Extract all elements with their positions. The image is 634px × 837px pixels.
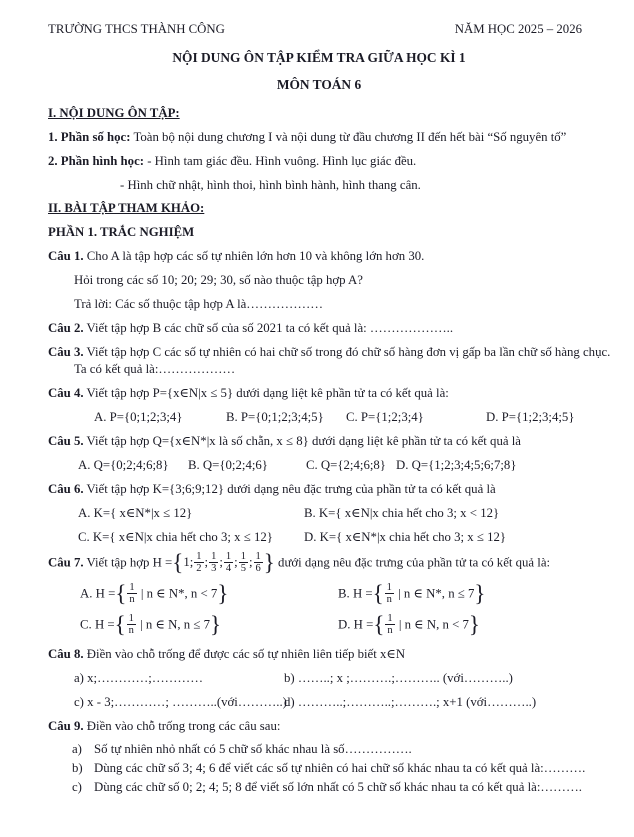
right-brace: }: [468, 611, 480, 637]
question-4: [48, 384, 590, 403]
fraction: $\frac{1}{n}$: [387, 613, 393, 636]
option-c: [80, 611, 338, 637]
blank-item-b: b) ……..; x ;……….;……….. (với………..): [284, 671, 513, 685]
review-item-1: [48, 128, 590, 147]
question-1-answer-line: Trả lời: Các số thuộc tập hợp A là………………: [74, 297, 324, 311]
question-8-label: Câu 8.: [48, 647, 84, 661]
option-c: C. K={ x∈N|x chia hết cho 3; x ≤ 12}: [78, 530, 273, 544]
question-8-text: Điền vào chỗ trống để được các số tự nhiên liên tiếp biết x∈N: [86, 647, 406, 661]
school-name: TRƯỜNG THCS THÀNH CÔNG: [48, 22, 225, 36]
review-item-2: [48, 152, 590, 171]
option-letter: D.: [338, 617, 351, 632]
question-1: [48, 247, 590, 266]
question-8-row1: [48, 669, 590, 688]
left-brace: {: [115, 580, 127, 606]
question-6-options-row1: [48, 504, 590, 523]
question-6-text: Viết tập hợp K={3;6;9;12} dưới dạng nêu đặc trưng của phần tử ta có kết quả là: [86, 482, 496, 496]
option-a: A. Q={0;2;4;6;8}: [78, 458, 169, 472]
question-2-label: Câu 2.: [48, 321, 84, 335]
option-b: B. Q={0;2;4;6}: [188, 458, 268, 472]
left-brace: {: [372, 580, 384, 606]
question-4-text: Viết tập hợp P={x∈N|x ≤ 5} dưới dạng liệt kê phần tử ta có kết quả là:: [86, 386, 449, 400]
option-condition: | n ∈ N*, n ≤ 7: [398, 586, 475, 601]
blank-item-c: c) x - 3;…………; ………..(với………..): [74, 695, 287, 709]
list-marker: a): [72, 742, 82, 756]
list-item-text: Số tự nhiên nhỏ nhất có 5 chữ số khác nhau là số…………….: [94, 742, 412, 756]
question-6-options-row2: [48, 528, 590, 547]
part1-heading: PHẦN 1. TRẮC NGHIỆM: [48, 225, 195, 239]
fraction: $\frac{1}{n}$: [129, 582, 135, 605]
option-c: C. P={1;2;3;4}: [346, 410, 424, 424]
option-b: B. P={0;1;2;3;4;5}: [226, 410, 324, 424]
question-5: [48, 432, 590, 451]
review-item-2-text: - Hình tam giác đều. Hình vuông. Hình lục giác đều.: [147, 154, 417, 168]
question-2-text: Viết tập hợp B các chữ số của số 2021 ta có kết quả là: ………………..: [86, 321, 454, 335]
left-brace: {: [172, 549, 184, 575]
question-7-text-pre: Viết tập hợp: [86, 555, 150, 570]
list-item-text: Dùng các chữ số 0; 2; 4; 5; 8 để viết số lớn nhất có 5 chữ số khác nhau ta có kết quả là:……….: [94, 780, 582, 794]
option-a: A. K={ x∈N*|x ≤ 12}: [78, 506, 193, 520]
option-d: D. P={1;2;3;4;5}: [486, 410, 575, 424]
question-7-set-lead: H =: [152, 555, 173, 570]
option-lead: H =: [352, 586, 373, 601]
section1-heading: [48, 104, 590, 123]
question-7-text-post: dưới dạng nêu đặc trưng của phần tử ta có kết quả là:: [278, 555, 551, 570]
fraction: $\frac{1}{n}$: [386, 582, 392, 605]
question-9-label: Câu 9.: [48, 719, 84, 733]
list-item-text: Dùng các chữ số 3; 4; 6 để viết các số tự nhiên có hai chữ số khác nhau ta có kết quả là:……….: [94, 761, 586, 775]
question-7-label: Câu 7.: [48, 555, 84, 570]
question-7-options-row2: [48, 611, 590, 637]
blank-item-a: a) x;…………;…………: [74, 671, 204, 685]
section2-heading-text: II. BÀI TẬP THAM KHẢO:: [48, 201, 205, 215]
question-8-row2: [48, 693, 590, 712]
school-year: NĂM HỌC 2025 – 2026: [454, 22, 582, 36]
option-b: B. K={ x∈N|x chia hết cho 3; x < 12}: [304, 506, 500, 520]
question-5-text: Viết tập hợp Q={x∈N*|x là số chẵn, x ≤ 8} dưới dạng liệt kê phần tử ta có kết quả là: [86, 434, 521, 448]
document-title: NỘI DUNG ÔN TẬP KIỂM TRA GIỮA HỌC KÌ 1: [172, 50, 466, 65]
blank-item-d: d) ………..;………..;……….; x+1 (với………..): [284, 695, 537, 709]
list-item: [48, 759, 590, 778]
option-letter: B.: [338, 586, 350, 601]
option-lead: H =: [94, 617, 115, 632]
list-marker: b): [72, 761, 83, 775]
right-brace: }: [217, 580, 229, 606]
list-marker: c): [72, 780, 82, 794]
question-1-label: Câu 1.: [48, 249, 84, 263]
option-condition: | n ∈ N, n ≤ 7: [140, 617, 211, 632]
question-9-text: Điền vào chỗ trống trong các câu sau:: [86, 719, 281, 733]
left-brace: {: [114, 611, 126, 637]
review-item-2-cont: - Hình chữ nhật, hình thoi, hình bình hành, hình thang cân.: [120, 178, 421, 192]
option-a: A. P={0;1;2;3;4}: [94, 410, 183, 424]
question-3-label: Câu 3.: [48, 345, 84, 359]
review-item-2-label: 2. Phần hình học:: [48, 154, 145, 168]
option-lead: H =: [95, 586, 116, 601]
question-2: [48, 319, 590, 338]
question-7-options-row1: [48, 580, 590, 606]
fraction: $\frac{1}{n}$: [128, 613, 134, 636]
option-a: [80, 580, 338, 606]
option-lead: H =: [353, 617, 374, 632]
question-7: [48, 549, 590, 575]
section1-heading-text: I. NỘI DUNG ÔN TẬP:: [48, 106, 180, 120]
question-1-line2: Hỏi trong các số 10; 20; 29; 30, số nào thuộc tập hợp A?: [74, 273, 363, 287]
review-item-1-text: Toàn bộ nội dung chương I và nội dung từ đầu chương II đến hết bài “Số nguyên tố”: [133, 130, 567, 144]
question-3-answer-line: Ta có kết quả là:………………: [74, 362, 236, 376]
option-d: [338, 611, 590, 637]
option-letter: A.: [80, 586, 93, 601]
option-d: D. K={ x∈N*|x chia hết cho 3; x ≤ 12}: [304, 530, 507, 544]
option-condition: | n ∈ N*, n < 7: [140, 586, 218, 601]
option-condition: | n ∈ N, n < 7: [398, 617, 469, 632]
document-subject: MÔN TOÁN 6: [276, 77, 362, 92]
option-c: C. Q={2;4;6;8}: [306, 458, 386, 472]
list-item: [48, 778, 590, 797]
document-header: [48, 20, 590, 39]
question-4-options: [48, 408, 590, 427]
question-5-label: Câu 5.: [48, 434, 84, 448]
option-letter: C.: [80, 617, 92, 632]
list-item: [48, 740, 590, 759]
question-6: [48, 480, 590, 499]
option-b: [338, 580, 590, 606]
question-5-options: [48, 456, 590, 475]
right-brace: }: [474, 580, 486, 606]
option-d: D. Q={1;2;3;4;5;6;7;8}: [396, 458, 517, 472]
left-brace: {: [373, 611, 385, 637]
right-brace: }: [210, 611, 222, 637]
section2-heading: [48, 199, 590, 218]
question-1-text: Cho A là tập hợp các số tự nhiên lớn hơn 10 và không lớn hơn 30.: [86, 249, 425, 263]
question-6-label: Câu 6.: [48, 482, 84, 496]
question-8: [48, 645, 590, 664]
question-3-text: Viết tập hợp C các số tự nhiên có hai chữ số trong đó chữ số hàng đơn vị gấp ba lần chữ số hàng chục.: [86, 345, 611, 359]
review-item-1-label: 1. Phần số học:: [48, 130, 131, 144]
question-7-set: 1; $\frac{1}{2}$ ; $\frac{1}{3}$ ; $\frac{1}{4}$ ; $\frac{1}{5}$ ; $\frac{1}{6}$: [183, 551, 261, 574]
right-brace: }: [263, 549, 275, 575]
question-9: [48, 717, 590, 736]
question-4-label: Câu 4.: [48, 386, 84, 400]
